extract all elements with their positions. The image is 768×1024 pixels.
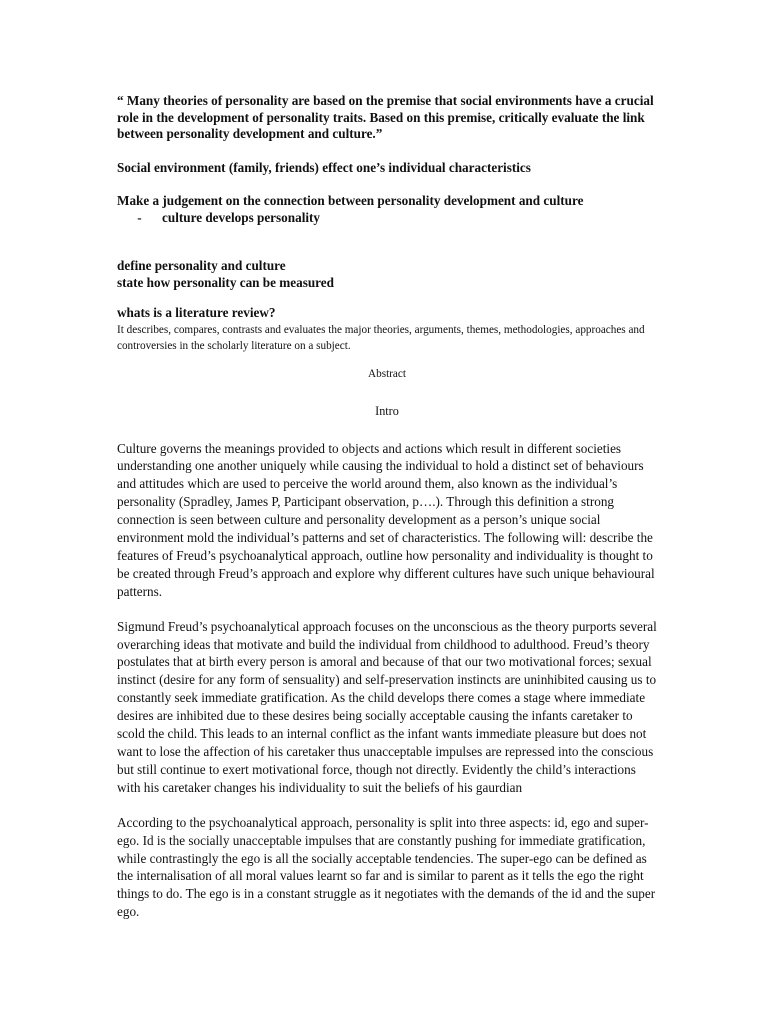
bullet-mark: - xyxy=(137,209,142,225)
bullet-item xyxy=(117,210,657,227)
document-page xyxy=(117,93,657,938)
literature-review-question: whats is a literature review? xyxy=(117,305,276,320)
body-paragraph-1: Culture governs the meanings provided to objects and actions which result in different societies understanding one another uniquely while causing the individual to hold a distinct set of behaviours and attitudes which are used to perceive the world around them, also known as the individual’s personality (Spradley, James P, Participant observation, p….). Through this definition a strong connection is seen between culture and personality development as a person’s unique social environment mold the individual’s patterns and set of characteristics. The following will: describe the features of Freud’s psychoanalytical approach, outline how personality and individuality is thought to be created through Freud’s approach and explore why different cultures have such unique behavioural patterns. xyxy=(117,440,655,599)
judgement-note: Make a judgement on the connection between personality development and culture xyxy=(117,193,584,208)
essay-prompt: “ Many theories of personality are based on the premise that social environments have a crucial role in the development of personality traits. Based on this premise, critically evaluate the link between personality development and culture.” xyxy=(117,93,654,141)
literature-review-definition: It describes, compares, contrasts and evaluates the major theories, arguments, themes, methodologies, approaches and controversies in the scholarly literature on a subject. xyxy=(117,323,645,352)
body-paragraph-3: According to the psychoanalytical approach, personality is split into three aspects: id, ego and super-ego. Id is the socially unacceptable impulses that are constantly pushing for immediate gratification, while contrastingly the ego is all the socially acceptable tendencies. The super-ego can be defined as the internalisation of all moral values learnt so far and is similar to parent as it tells the ego the right things to do. The ego is in a constant struggle as it negotiates with the demands of the id and the super ego. xyxy=(117,814,656,920)
state-line: state how personality can be measured xyxy=(117,274,334,290)
define-line: define personality and culture xyxy=(117,258,286,273)
define-block xyxy=(117,258,657,291)
abstract-heading: Abstract xyxy=(368,367,406,380)
social-environment-note: Social environment (family, friends) effect one’s individual characteristics xyxy=(117,159,531,175)
bullet-text: culture develops personality xyxy=(162,209,321,225)
intro-heading: Intro xyxy=(375,403,399,418)
body-paragraph-2: Sigmund Freud’s psychoanalytical approach focuses on the unconscious as the theory purports several overarching ideas that motivate and build the individual from childhood to adulthood. Freud’s theory postulates that at birth every person is amoral and because of that our two motivational forces; sexual instinct (desire for any form of sensuality) and self-preservation instincts are uninhibited causing us to constantly seek immediate gratification. As the child develops there comes a stage where immediate desires are inhibited due to these desires being socially acceptable causing the infants caretaker to scold the child. This leads to an internal conflict as the infant wants immediate pleasure but does not want to lose the affection of his caretaker thus unacceptable impulses are repressed into the conscious but still continue to exert motivational force, though not directly. Evidently the child’s interactions with his caretaker changes his individuality to suit the beliefs of his gaurdian xyxy=(117,618,657,795)
